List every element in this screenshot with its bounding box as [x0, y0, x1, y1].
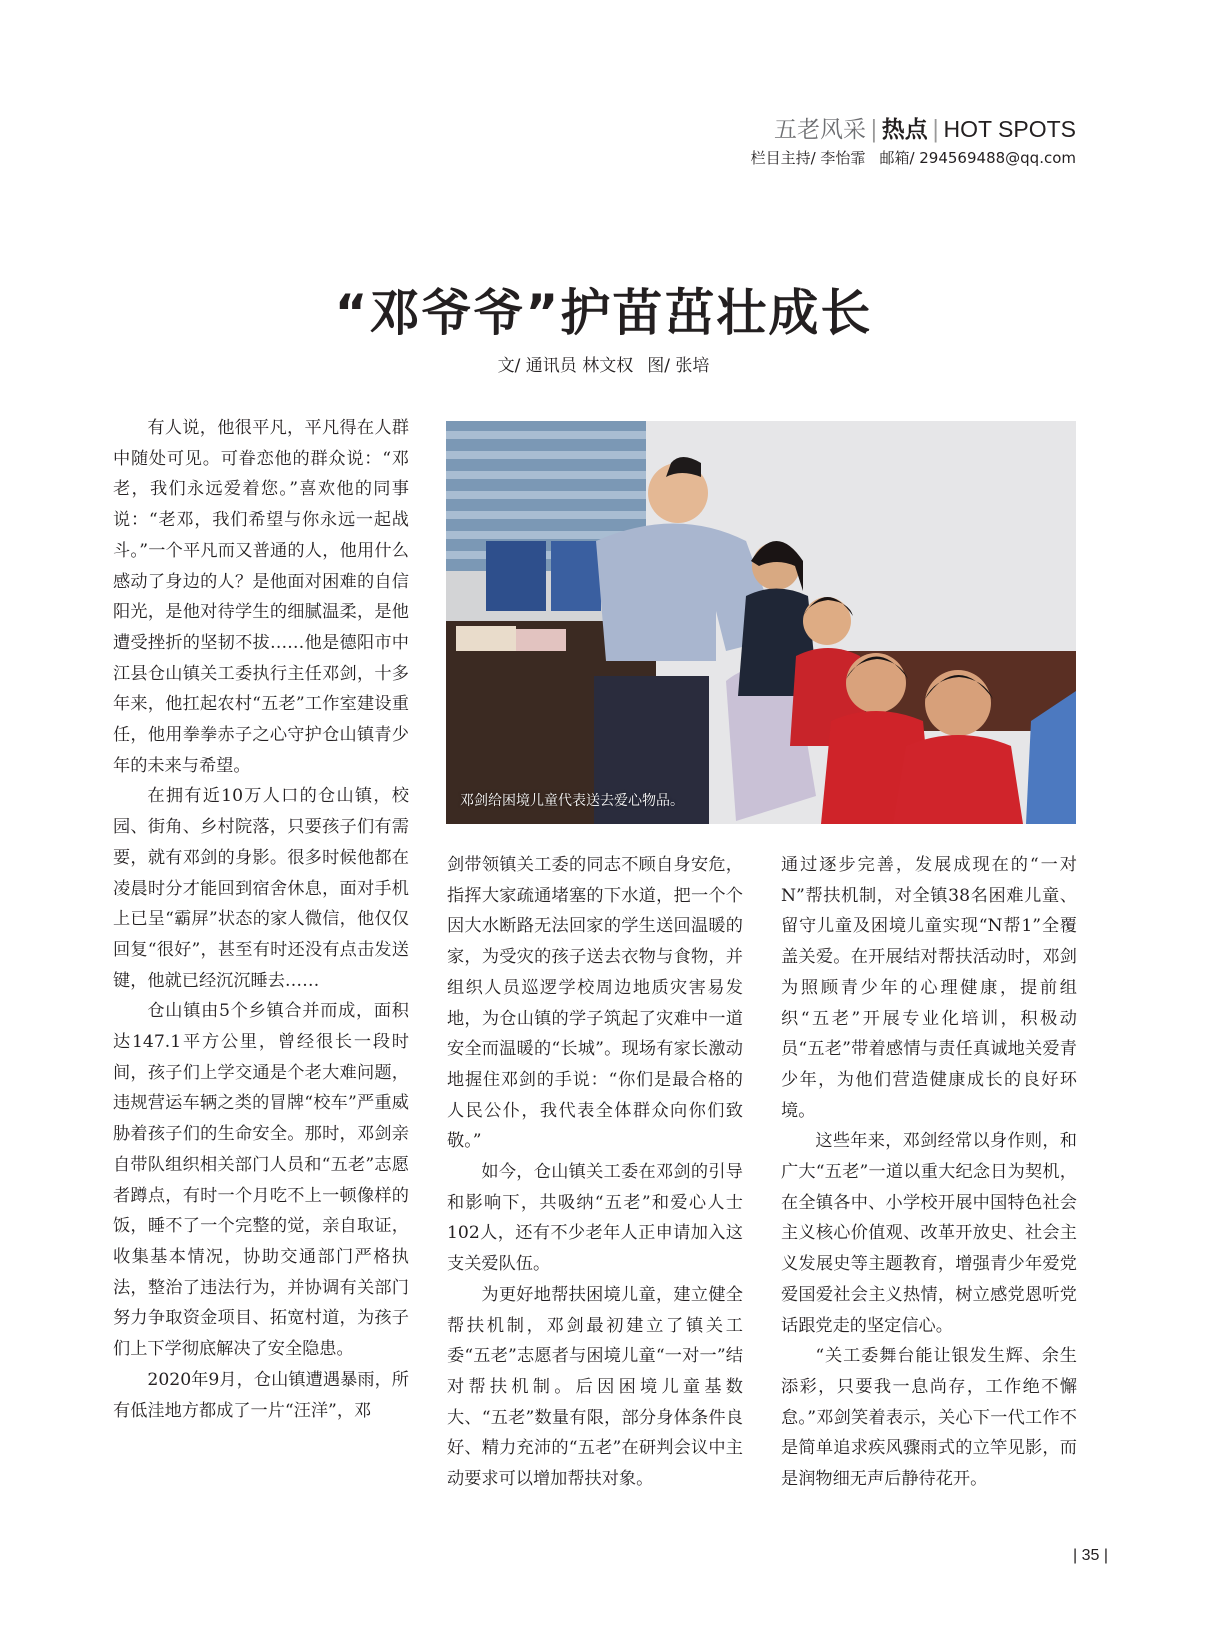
text-column-3 — [781, 850, 1077, 1495]
paragraph: 这些年来，邓剑经常以身作则，和广大“五老”一道以重大纪念日为契机，在全镇各中、小学校开展中国特色社会主义核心价值观、改革开放史、社会主义发展史等主题教育，增强青少年爱党爱国爱社会主义热情，树立感党恩听党话跟党走的坚定信心。 — [781, 1131, 1077, 1336]
paragraph: 为更好地帮扶困境儿童，建立健全帮扶机制，邓剑最初建立了镇关工委“五老”志愿者与困境儿童“一对一”结对帮扶机制。后因困境儿童基数大、“五老”数量有限，部分身体条件良好、精力充沛的“五老”在研判会议中主动要求可以增加帮扶对象。 — [447, 1284, 743, 1490]
paragraph: 如今，仓山镇关工委在邓剑的引导和影响下，共吸纳“五老”和爱心人士102人，还有不少老年人正申请加入这支关爱队伍。 — [447, 1162, 743, 1275]
paragraph: 通过逐步完善，发展成现在的“一对N”帮扶机制，对全镇38名困难儿童、留守儿童及困境儿童实现“N帮1”全覆盖关爱。在开展结对帮扶活动时，邓剑为照顾青少年的心理健康，提前组织“五老”开展专业化培训，积极动员“五老”带着感情与责任真诚地关爱青少年，为他们营造健康成长的良好环境。 — [781, 855, 1077, 1121]
article-photo — [446, 421, 1076, 824]
header-credits — [751, 147, 1076, 168]
divider: | — [870, 117, 878, 143]
article-title: “邓爷爷”护苗茁壮成长 — [334, 284, 873, 342]
paragraph: 仓山镇由5个乡镇合并而成，面积达147.1平方公里，曾经很长一段时间，孩子们上学交通是个老大难问题，违规营运车辆之类的冒牌“校车”严重威胁着孩子们的生命安全。那时，邓剑亲自带队组织相关部门人员和“五老”志愿者蹲点，有时一个月吃不上一顿像样的饭，睡不了一个完整的觉，亲自取证，收集基本情况，协助交通部门严格执法，整治了违法行为，并协调有关部门努力争取资金项目、拓宽村道，为孩子们上下学彻底解决了安全隐患。 — [113, 1001, 409, 1360]
byline-photographer: 图/ 张培 — [647, 356, 710, 376]
email-credit: 邮箱/ 294569488@qq.com — [879, 149, 1076, 167]
header-section-line — [751, 114, 1076, 145]
paragraph: 有人说，他很平凡，平凡得在人群中随处可见。可眷恋他的群众说：“邓老，我们永远爱着您。”喜欢他的同事说：“老邓，我们希望与你永远一起战斗。”一个平凡而又普通的人，他用什么感动了身边的人？是他面对困难的自信阳光，是他对待学生的细腻温柔，是他遭受挫折的坚韧不拔……他是德阳市中江县仓山镇关工委执行主任邓剑，十多年来，他扛起农村“五老”工作室建设重任，他用拳拳赤子之心守护仓山镇青少年的未来与希望。 — [113, 418, 409, 776]
text-column-2 — [447, 850, 743, 1495]
photo-illustration — [446, 421, 1076, 824]
page-number: | 35 | — [1073, 1547, 1108, 1564]
byline — [0, 351, 1207, 376]
paragraph: 剑带领镇关工委的同志不顾自身安危，指挥大家疏通堵塞的下水道，把一个个因大水断路无法回家的学生送回温暖的家，为受灾的孩子送去衣物与食物，并组织人员巡逻学校周边地质灾害易发地，为仓山镇的学子筑起了灾难中一道安全而温暖的“长城”。现场有家长激动地握住邓剑的手说：“你们是最合格的人民公仆，我代表全体群众向你们致敬。” — [447, 855, 743, 1152]
paragraph: 2020年9月，仓山镇遭遇暴雨，所有低洼地方都成了一片“汪洋”，邓 — [113, 1369, 409, 1421]
editor-credit: 栏目主持/ 李怡霏 — [750, 149, 866, 167]
page-header — [751, 114, 1076, 168]
section-name: 热点 — [881, 116, 928, 143]
divider: | — [931, 117, 940, 143]
paragraph: 在拥有近10万人口的仓山镇，校园、街角、乡村院落，只要孩子们有需要，就有邓剑的身影。很多时候他都在凌晨时分才能回到宿舍休息，面对手机上已呈“霸屏”状态的家人微信，他仅仅回复“很好”，甚至有时还没有点击发送键，他就已经沉沉睡去…… — [113, 786, 409, 991]
paragraph: “关工委舞台能让银发生辉、余生添彩，只要我一息尚存，工作绝不懈怠。”邓剑笑着表示，关心下一代工作不是简单追求疾风骤雨式的立竿见影，而是润物细无声后静待花开。 — [781, 1346, 1077, 1490]
photo-caption: 邓剑给困境儿童代表送去爱心物品。 — [460, 793, 684, 809]
byline-author: 文/ 通讯员 林文权 — [497, 356, 634, 376]
column-name: 五老风采 — [774, 117, 866, 143]
section-name-en: HOT SPOTS — [943, 116, 1076, 142]
text-column-1 — [113, 413, 409, 1426]
